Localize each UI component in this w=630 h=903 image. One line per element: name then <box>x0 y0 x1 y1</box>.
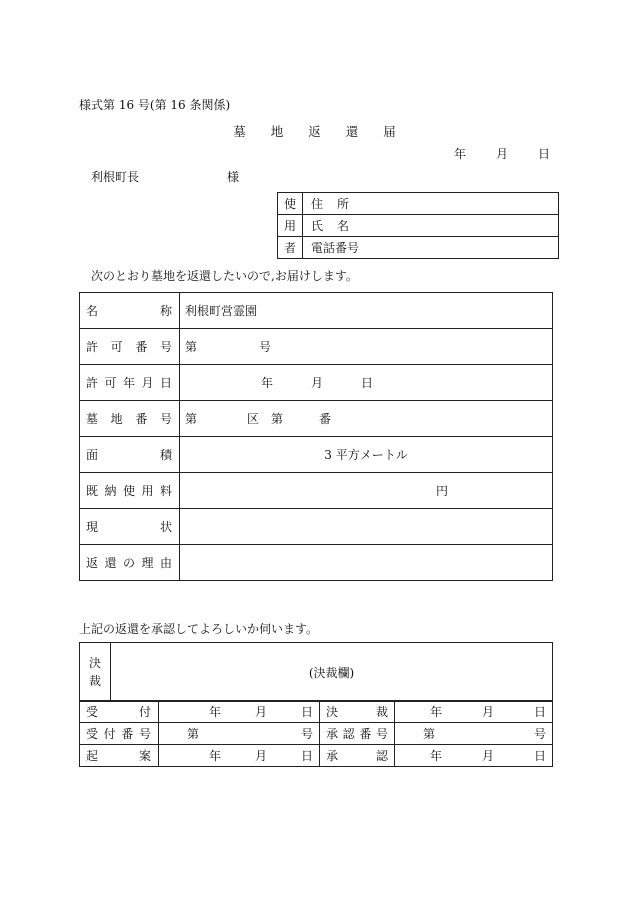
permit-date-field[interactable]: 年 月 日 <box>180 365 553 401</box>
table-row <box>80 329 553 365</box>
table-row <box>80 401 553 437</box>
fee-label: 既 納 使 用 料 <box>80 473 180 509</box>
table-row <box>80 509 553 545</box>
applicant-side-char: 者 <box>278 237 303 259</box>
permit-date-label: 許 可 年 月 日 <box>80 365 180 401</box>
document-title: 墓 地 返 還 届 <box>233 124 397 139</box>
approval-number-label: 承 認 番 号 <box>320 723 395 745</box>
decision-side-label: 決 裁 <box>80 643 111 702</box>
receipt-number-label: 受 付 番 号 <box>80 723 159 745</box>
table-row <box>80 701 553 723</box>
processing-table <box>79 700 553 767</box>
approval-request-text: 上記の返還を承認してよろしいか伺います。 <box>79 622 319 636</box>
decision-column[interactable]: (決裁欄) <box>111 643 553 702</box>
table-row <box>80 545 553 581</box>
fee-field[interactable]: 円 <box>180 473 553 509</box>
applicant-side-char: 用 <box>278 215 303 237</box>
decision-table <box>79 642 553 702</box>
draft-label: 起 案 <box>80 745 159 767</box>
approval-date-field[interactable]: 年 月 日 <box>395 745 553 767</box>
applicant-side-char: 使 <box>278 193 303 215</box>
applicant-name-field[interactable]: 氏 名 <box>303 215 559 237</box>
name-label: 名 称 <box>80 293 180 329</box>
receipt-number-field[interactable]: 第 号 <box>159 723 320 745</box>
form-number: 様式第 16 号(第 16 条関係) <box>79 98 231 112</box>
approval-number-field[interactable]: 第 号 <box>395 723 553 745</box>
applicant-phone-field[interactable]: 電話番号 <box>303 237 559 259</box>
area-value: 3 平方メートル <box>180 437 553 473</box>
decision-label: 決 裁 <box>320 701 395 723</box>
reason-label: 返 還 の 理 由 <box>80 545 180 581</box>
draft-date-field[interactable]: 年 月 日 <box>159 745 320 767</box>
table-row <box>80 745 553 767</box>
reason-field[interactable] <box>180 545 553 581</box>
received-label: 受 付 <box>80 701 159 723</box>
applicant-info-table <box>277 192 559 259</box>
status-field[interactable] <box>180 509 553 545</box>
permit-number-field[interactable]: 第 号 <box>180 329 553 365</box>
table-row <box>80 437 553 473</box>
table-row <box>80 365 553 401</box>
table-row <box>80 723 553 745</box>
area-label: 面 積 <box>80 437 180 473</box>
submission-date: 年 月 日 <box>453 147 550 161</box>
decision-date-field[interactable]: 年 月 日 <box>395 701 553 723</box>
status-label: 現 状 <box>80 509 180 545</box>
permit-number-label: 許 可 番 号 <box>80 329 180 365</box>
plot-number-label: 墓 地 番 号 <box>80 401 180 437</box>
approval-label: 承 認 <box>320 745 395 767</box>
notice-text: 次のとおり墓地を返還したいので,お届けします。 <box>91 269 358 283</box>
details-table <box>79 292 553 581</box>
plot-number-field[interactable]: 第 区 第 番 <box>180 401 553 437</box>
addressee: 利根町長 様 <box>91 170 240 184</box>
applicant-address-field[interactable]: 住 所 <box>303 193 559 215</box>
table-row <box>80 293 553 329</box>
name-value: 利根町営霊園 <box>180 293 553 329</box>
table-row <box>80 473 553 509</box>
received-date-field[interactable]: 年 月 日 <box>159 701 320 723</box>
